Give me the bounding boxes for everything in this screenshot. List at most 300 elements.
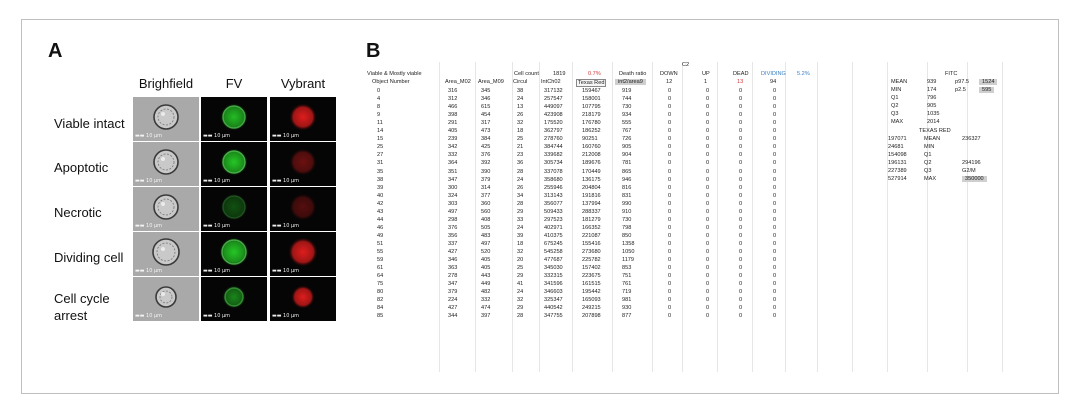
table-cell: 25 [377,144,384,151]
table-cell: 0 [668,200,672,207]
sheet-gridline [1002,62,1003,372]
table-cell: 1358 [622,240,635,247]
texas-red-value: 196131 [888,160,907,167]
cell-image-apoptotic-fv [201,142,267,186]
texas-red-stat-label: MIN [924,144,935,151]
table-cell: 0 [739,281,743,288]
fitc-stat-value: 796 [927,95,937,102]
table-cell: 545258 [544,249,563,255]
sheet-gridline [612,62,613,372]
table-cell: 159467 [582,88,601,94]
fitc-p25-value: 595 [979,87,994,93]
table-cell: 934 [622,112,632,119]
col-area-m09: Area_M09 [478,79,504,85]
row-label-necrotic: Necrotic [54,205,102,220]
texas-red-extra: 236327 [962,136,981,142]
sheet-title: Viable & Mostly viable [367,71,422,77]
table-cell: 981 [622,297,632,304]
texas-red-extra: 294196 [962,160,981,167]
table-cell: 850 [622,232,632,239]
table-cell: 0 [739,96,743,103]
table-cell: 324 [448,192,458,199]
table-cell: 317 [481,120,491,127]
table-cell: 0 [668,208,672,215]
table-cell: 64 [377,273,384,280]
table-cell: 0 [668,192,672,199]
table-cell: 224 [448,297,458,304]
table-cell: 0 [739,192,743,199]
table-cell: 29 [517,208,524,215]
sheet-gridline [475,62,476,372]
scale-bar-label: ▬▬ 10 µm [203,133,231,139]
table-cell: 497 [448,208,458,215]
scale-bar-label: ▬▬ 10 µm [203,268,231,274]
table-cell: 0 [706,192,710,199]
table-cell: 0 [668,289,672,296]
sheet-gridline [682,62,683,372]
cell-image-necrotic-bf [133,187,199,231]
table-cell: 23 [517,152,524,159]
col-intch02: IntCh02 [541,79,561,85]
table-cell: 865 [622,168,632,175]
table-cell: 0 [773,224,777,231]
table-cell: 0 [377,88,381,94]
table-cell: 0 [668,160,672,167]
table-cell: 26 [517,184,524,191]
table-cell: 0 [739,257,743,264]
table-cell: 0 [773,249,777,255]
table-cell: 555 [622,120,632,127]
table-cell: 346 [448,257,458,264]
table-cell: 0 [739,152,743,159]
table-cell: 314 [481,184,491,191]
table-cell: 466 [448,104,458,111]
up-value: 1 [704,79,708,85]
table-cell: 14 [377,128,384,135]
table-cell: 136175 [582,176,601,183]
table-cell: 730 [622,216,632,223]
table-cell: 300 [448,184,458,191]
table-cell: 0 [773,208,777,215]
table-cell: 0 [668,297,672,304]
table-cell: 0 [706,200,710,207]
table-cell: 170449 [582,168,601,175]
table-cell: 0 [706,96,710,103]
table-cell: 351 [448,168,458,175]
table-cell: 39 [377,184,384,191]
table-cell: 0 [668,88,672,94]
down-value: 12 [666,79,673,85]
col-texas-red: Texas Red [578,80,605,86]
table-cell: 347755 [544,313,563,320]
table-cell: 85 [377,313,384,320]
scale-bar-label: ▬▬ 10 µm [135,223,163,229]
table-cell: 376 [481,152,491,159]
texas-red-extra: G2/M [962,168,976,175]
table-cell: 43 [377,208,384,215]
up-label: UP [702,71,710,77]
table-cell: 0 [773,112,777,119]
table-cell: 0 [739,305,743,312]
table-cell: 0 [773,176,777,183]
table-cell: 4 [377,96,381,103]
table-cell: 0 [739,128,743,135]
table-cell: 726 [622,136,632,143]
table-cell: 360 [481,200,491,207]
table-cell: 75 [377,281,384,288]
table-cell: 0 [668,128,672,135]
table-cell: 877 [622,313,632,320]
table-cell: 390 [481,168,491,175]
table-cell: 166352 [582,224,601,231]
table-cell: 25 [517,265,524,272]
table-cell: 0 [773,104,777,111]
table-cell: 165093 [582,297,601,304]
table-cell: 8 [377,104,381,111]
fitc-stat-label: MIN [891,87,902,94]
table-cell: 18 [517,128,524,135]
table-cell: 0 [773,144,777,151]
table-cell: 32 [517,297,524,304]
table-cell: 0 [706,224,710,231]
table-cell: 904 [622,152,632,159]
table-cell: 341596 [544,281,563,288]
table-cell: 347 [448,176,458,183]
table-cell: 816 [622,184,632,191]
table-cell: 379 [448,289,458,296]
table-cell: 0 [739,273,743,280]
fitc-stat-label: Q2 [891,103,899,110]
scale-bar-label: ▬▬ 10 µm [203,313,231,319]
table-cell: 0 [773,88,777,94]
table-cell: 20 [517,257,524,264]
table-cell: 560 [481,208,491,215]
table-cell: 0 [706,120,710,127]
down-label: DOWN [660,71,678,77]
table-cell: 408 [481,216,491,223]
table-cell: 90251 [582,136,598,143]
scale-bar-label: ▬▬ 10 µm [135,133,163,139]
row-label-viable-intact: Viable intact [54,116,125,131]
table-cell: 249215 [582,305,601,312]
table-cell: 910 [622,208,632,215]
table-cell: 0 [668,136,672,143]
table-cell: 278760 [544,136,563,143]
table-cell: 9 [377,112,381,119]
table-cell: 312 [448,96,458,103]
table-cell: 158001 [582,96,601,103]
table-cell: 744 [622,96,632,103]
table-cell: 0 [668,112,672,119]
table-cell: 440542 [544,305,563,312]
table-cell: 364 [448,160,458,167]
table-cell: 189676 [582,160,601,167]
table-cell: 0 [773,120,777,127]
table-cell: 377 [481,192,491,199]
table-cell: 615 [481,104,491,111]
table-cell: 175520 [544,120,563,127]
table-cell: 0 [706,104,710,111]
table-cell: 28 [517,313,524,320]
table-cell: 0 [773,232,777,239]
texas-red-value: 24681 [888,144,904,151]
scale-bar-label: ▬▬ 10 µm [135,268,163,274]
percent-red: 0.7% [588,71,601,77]
table-cell: 0 [668,257,672,264]
table-cell: 384744 [544,144,563,151]
sheet-gridline [717,62,718,372]
table-cell: 137994 [582,200,601,207]
texas-red-value: 154098 [888,152,907,159]
table-cell: 356077 [544,200,563,207]
table-cell: 0 [706,152,710,159]
table-cell: 0 [706,281,710,288]
table-cell: 0 [773,168,777,175]
table-cell: 225782 [582,257,601,264]
table-cell: 255946 [544,184,563,191]
table-cell: 49 [377,232,384,239]
sheet-gridline [652,62,653,372]
table-cell: 298 [448,216,458,223]
table-cell: 0 [739,168,743,175]
fitc-stat-label: Q3 [891,111,899,118]
table-cell: 212008 [582,152,601,159]
table-cell: 730 [622,104,632,111]
fitc-p975-label: p97.5 [955,79,969,85]
table-cell: 155416 [582,240,601,247]
table-cell: 24 [517,176,524,183]
row-label-cell-cycle-arrest: Cell cycle arrest [54,291,110,323]
fitc-p25-label: p2.5 [955,87,966,93]
dividing-label: DIVIDING [761,71,786,77]
cell-image-dividing-cell-bf [133,232,199,276]
table-cell: 39 [517,232,524,239]
table-cell: 376 [448,224,458,231]
table-cell: 24 [517,224,524,231]
cell-image-necrotic-fv [201,187,267,231]
table-cell: 0 [739,200,743,207]
col-circul: Circul [513,79,528,85]
table-cell: 0 [773,200,777,207]
fitc-title: FITC [945,71,958,77]
table-cell: 18 [517,240,524,247]
cell-image-viable-intact-bf [133,97,199,141]
table-cell: 0 [706,128,710,135]
table-cell: 0 [668,265,672,272]
table-cell: 346 [481,96,491,103]
fitc-stat-value: 905 [927,103,937,110]
table-cell: 930 [622,305,632,312]
table-cell: 0 [773,152,777,159]
table-cell: 32 [517,249,524,255]
table-cell: 0 [773,273,777,280]
cell-count-label: Cell count [514,71,539,77]
panel-b-label: B [366,40,381,62]
table-cell: 337 [448,240,458,247]
table-cell: 305734 [544,160,563,167]
table-cell: 905 [622,144,632,151]
sheet-gridline [852,62,853,372]
table-cell: 24 [517,96,524,103]
table-cell: 0 [773,192,777,199]
fitc-stat-label: Q1 [891,95,899,102]
table-cell: 358680 [544,176,563,183]
cell-count-value: 1819 [553,71,566,77]
table-cell: 291 [448,120,458,127]
table-cell: 0 [668,184,672,191]
table-cell: 297523 [544,216,563,223]
sheet-gridline [887,62,888,372]
table-cell: 346603 [544,289,563,296]
column-header-vybrant: Vybrant [280,76,326,91]
table-cell: 46 [377,224,384,231]
table-cell: 990 [622,200,632,207]
scale-bar-label: ▬▬ 10 µm [272,133,300,139]
table-cell: 191816 [582,192,601,199]
table-cell: 332315 [544,273,563,280]
table-cell: 0 [706,289,710,296]
table-cell: 36 [517,160,524,167]
table-cell: 157402 [582,265,601,272]
fitc-stat-label: MEAN [891,79,908,85]
table-cell: 223675 [582,273,601,280]
table-cell: 0 [706,168,710,175]
table-cell: 0 [739,249,743,255]
table-cell: 0 [773,265,777,272]
table-cell: 345030 [544,265,563,272]
table-cell: 34 [517,192,524,199]
table-cell: 29 [517,305,524,312]
table-cell: 278 [448,273,458,280]
dividing-value: 94 [770,79,777,85]
table-cell: 379 [481,176,491,183]
scale-bar-label: ▬▬ 10 µm [135,313,163,319]
table-cell: 767 [622,128,632,135]
table-cell: 0 [706,257,710,264]
table-cell: 59 [377,257,384,264]
table-cell: 0 [706,184,710,191]
table-cell: 0 [706,216,710,223]
table-cell: 405 [448,128,458,135]
table-cell: 405 [481,257,491,264]
cell-image-cell-cycle-arrest-bf [133,277,199,321]
table-cell: 0 [668,281,672,288]
table-cell: 0 [773,257,777,264]
table-cell: 0 [773,136,777,143]
table-cell: 781 [622,160,632,167]
table-cell: 273680 [582,249,601,255]
texas-red-title: TEXAS RED [919,128,951,134]
table-cell: 0 [773,96,777,103]
table-cell: 31 [377,160,384,167]
cell-image-apoptotic-bf [133,142,199,186]
cell-image-dividing-cell-fv [201,232,267,276]
table-cell: 27 [377,152,384,159]
table-cell: 509433 [544,208,563,215]
table-cell: 0 [668,232,672,239]
table-cell: 0 [773,281,777,288]
table-cell: 0 [706,144,710,151]
table-cell: 0 [773,160,777,167]
fitc-stat-value: 939 [927,79,937,85]
table-cell: 0 [668,104,672,111]
table-cell: 35 [377,168,384,175]
table-cell: 0 [706,112,710,119]
table-cell: 325347 [544,297,563,304]
table-cell: 427 [448,249,458,255]
table-cell: 423908 [544,112,563,119]
fitc-stat-value: 1035 [927,111,940,118]
table-cell: 0 [668,144,672,151]
table-cell: 107795 [582,104,601,111]
table-cell: 345 [481,88,491,94]
texas-red-stat-label: MAX [924,176,937,183]
scale-bar-label: ▬▬ 10 µm [135,178,163,184]
table-cell: 84 [377,305,384,312]
table-cell: 0 [739,265,743,272]
sheet-gridline [439,62,440,372]
table-cell: 29 [517,273,524,280]
table-cell: 0 [706,176,710,183]
table-cell: 919 [622,88,632,94]
table-cell: 0 [668,240,672,247]
table-cell: 44 [377,216,384,223]
table-cell: 0 [739,208,743,215]
table-cell: 317132 [544,88,563,94]
table-cell: 0 [739,232,743,239]
table-cell: 831 [622,192,632,199]
scale-bar-label: ▬▬ 10 µm [272,178,300,184]
table-cell: 288337 [582,208,601,215]
table-cell: 0 [706,88,710,94]
table-cell: 0 [706,160,710,167]
table-cell: 675245 [544,240,563,247]
table-cell: 61 [377,265,384,272]
table-cell: 0 [706,265,710,272]
table-cell: 0 [739,297,743,304]
table-cell: 402971 [544,224,563,231]
table-cell: 443 [481,273,491,280]
sheet-gridline [785,62,786,372]
table-cell: 195442 [582,289,601,296]
sheet-gridline [539,62,540,372]
table-cell: 51 [377,240,384,247]
row-label-apoptotic: Apoptotic [54,160,109,175]
table-cell: 0 [706,313,710,320]
table-cell: 482 [481,289,491,296]
table-cell: 0 [739,144,743,151]
table-cell: 449 [481,281,491,288]
table-cell: 798 [622,224,632,231]
table-cell: 520 [481,249,491,255]
table-cell: 332 [481,297,491,304]
table-cell: 384 [481,136,491,143]
table-cell: 483 [481,232,491,239]
table-cell: 0 [773,240,777,247]
table-cell: 0 [773,184,777,191]
table-cell: 218179 [582,112,601,119]
texas-red-value: 227389 [888,168,907,175]
table-cell: 239 [448,136,458,143]
column-header-brightfield: Brighfield [138,76,194,91]
cell-image-cell-cycle-arrest-fv [201,277,267,321]
percent-blue: 5.2% [797,71,810,77]
table-cell: 0 [739,120,743,127]
table-cell: 21 [517,144,524,151]
table-cell: 474 [481,305,491,312]
scale-bar-label: ▬▬ 10 µm [203,178,231,184]
table-cell: 0 [739,112,743,119]
